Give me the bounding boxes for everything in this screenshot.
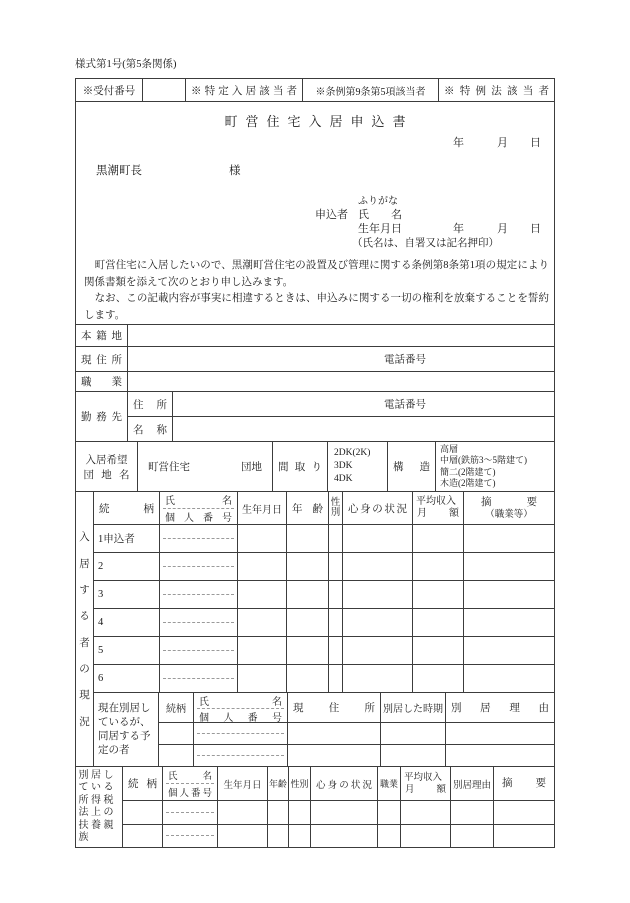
structure-option-semifireproof: 簡二(2階建て): [440, 466, 496, 477]
phone-number-label: 電話番号: [384, 354, 426, 366]
dependents-note-header: [494, 767, 554, 800]
occupant-birth-field: [238, 665, 287, 692]
personal-number-input-area: [163, 679, 234, 692]
current-address-field: [128, 347, 554, 371]
occupant-row-label: 5: [94, 637, 160, 664]
occupant-row-1: [94, 524, 554, 552]
income-header-line1: 平均収入: [416, 496, 456, 507]
receipt-number-field: [143, 79, 186, 101]
occupants-side-label: 入 居 す る 者 の 現 況: [76, 492, 94, 766]
occupants-header-row: [94, 492, 554, 524]
separate-name-field: [194, 723, 288, 744]
occupant-income-field: [413, 637, 464, 664]
dependents-income-header-line2: 月額: [405, 784, 446, 795]
signature-note: （氏名は、自署又は記名押印）: [352, 238, 499, 249]
dependents-grid: [123, 767, 554, 847]
separate-planned-header-row: [159, 693, 554, 722]
separate-address-field: [288, 745, 381, 766]
dependents-sex-field: [289, 801, 311, 824]
occupant-age-field: [287, 553, 329, 580]
separate-row-1: [159, 722, 554, 744]
separate-period-header: 別居した時期: [381, 693, 446, 722]
declaration-paragraph-1: 町営住宅に入居したいので、黒潮町営住宅の設置及び管理に関する条例第8条第1項の規定により関係書類を添えて次のとおり申し込みます。: [84, 260, 549, 288]
dependents-condition-field: [311, 825, 378, 848]
occupant-condition-field: [343, 665, 413, 692]
occupant-birth-field: [238, 609, 287, 636]
separate-period-field: [381, 745, 446, 766]
name-input-area: [163, 609, 234, 623]
separate-planned-label-cell: [94, 693, 159, 766]
applicant-name-line: [76, 206, 554, 220]
workplace-address-row: [128, 392, 554, 416]
registered-domicile-field: [128, 325, 554, 346]
separate-planned-section: [94, 692, 554, 766]
occupant-row-label: 2: [94, 553, 160, 580]
personal-number-input-area: [163, 623, 234, 636]
furigana-label: ふりがな: [358, 196, 398, 207]
occupant-row-label: 1申込者: [94, 525, 160, 552]
name-input-area: [163, 637, 234, 651]
workplace-phone-label: 電話番号: [384, 399, 426, 411]
occupant-row-label: 3: [94, 581, 160, 608]
registered-domicile-label: 本籍地: [76, 325, 128, 346]
occupant-note-field: [464, 553, 554, 580]
name-input-area: [166, 825, 214, 837]
personal-number-input-area: [166, 836, 214, 847]
condition-header: 心身の状況: [343, 492, 413, 524]
occupant-row-6: [94, 664, 554, 692]
dependents-relation-header: 続柄: [123, 767, 163, 800]
dependents-name-header-cell: [163, 767, 218, 800]
occupant-condition-field: [343, 581, 413, 608]
occupant-income-field: [413, 525, 464, 552]
dependents-age-field: [268, 801, 289, 824]
occupant-condition-field: [343, 553, 413, 580]
personal-number-input-area: [197, 756, 284, 766]
dependents-personal-number-header: 個人番号: [168, 789, 212, 799]
layout-option-2dk: 2DK(2K): [334, 448, 371, 458]
dependents-note-field: [494, 801, 554, 824]
income-header-line2: 月額: [417, 508, 459, 519]
occupation-label: 職業: [76, 372, 128, 391]
occupant-name-field: [160, 609, 238, 636]
dependents-reason-field: [451, 801, 494, 824]
dependents-relation-field: [123, 801, 163, 824]
document-title: 町営住宅入居申込書: [224, 114, 414, 129]
desired-estate-label-line2: 団地名: [83, 469, 130, 481]
separate-row-2: [159, 744, 554, 766]
estate-name-field: [138, 442, 273, 491]
dependents-side-label: 別居している所得税法上の扶養親族: [78, 769, 116, 843]
special-law-label: ※特例法該当者: [444, 85, 549, 97]
occupant-name-field: [160, 665, 238, 692]
separate-period-field: [381, 723, 446, 744]
dependents-income-header: [401, 767, 451, 800]
ordinance-clause-label: ※条例第9条第5項該当者: [303, 79, 439, 101]
form-number-note: 様式第1号(第5条関係): [75, 59, 177, 70]
dependents-job-field: [378, 825, 401, 848]
addressee-name: 黒潮町長: [96, 165, 142, 177]
occupants-table: [76, 491, 554, 766]
dependents-note-field: [494, 825, 554, 848]
structure-option-wooden: 木造(2階建て): [440, 478, 496, 488]
addressee-line: [96, 162, 241, 178]
personal-number-input-area: [166, 813, 214, 824]
occupant-sex-field: [329, 553, 343, 580]
dependents-age-field: [268, 825, 289, 848]
layout-option-3dk: 3DK: [334, 461, 353, 471]
name-input-area: [197, 723, 284, 734]
workplace-name-label: 名称: [128, 417, 173, 441]
separate-address-field: [288, 723, 381, 744]
occupant-birth-field: [238, 581, 287, 608]
dependents-reason-header: 別居理由: [451, 767, 494, 800]
name-header: 氏名: [163, 492, 234, 509]
occupant-row-label: 4: [94, 609, 160, 636]
name-input-area: [163, 581, 234, 595]
dependents-header-row: [123, 767, 554, 800]
registered-domicile-row: [76, 324, 554, 346]
office-use-strip: [76, 79, 554, 101]
birth-header: 生年月日: [238, 492, 287, 524]
separate-name-header: 氏名: [197, 693, 284, 709]
dependents-note-header-text: 摘要: [502, 778, 546, 789]
occupant-sex-field: [329, 581, 343, 608]
current-address-label: 現住所: [76, 347, 128, 371]
occupants-table-body: [94, 492, 554, 766]
occupant-sex-field: [329, 637, 343, 664]
special-occupancy-label: ※特定入居該当者: [186, 79, 303, 101]
dependents-name-field: [163, 801, 218, 824]
dependents-income-field: [401, 801, 451, 824]
occupant-note-field: [464, 637, 554, 664]
occupant-age-field: [287, 525, 329, 552]
occupant-condition-field: [343, 609, 413, 636]
occupant-sex-field: [329, 665, 343, 692]
dependents-sex-field: [289, 825, 311, 848]
income-header: [413, 492, 464, 524]
occupant-sex-field: [329, 525, 343, 552]
occupant-name-field: [160, 553, 238, 580]
dependents-birth-header: 生年月日: [218, 767, 268, 800]
declaration-paragraph-2: なお、この記載内容が事実に相違するときは、申込みに関する一切の権利を放棄することを誓約します。: [84, 293, 549, 321]
occupant-name-field: [160, 525, 238, 552]
current-address-row: [76, 346, 554, 371]
dependents-name-field: [163, 825, 218, 848]
personal-number-input-area: [163, 539, 234, 552]
occupant-condition-field: [343, 525, 413, 552]
workplace-address-field: [173, 392, 554, 416]
desired-estate-label-line1: 入居希望: [85, 454, 128, 466]
workplace-inner: [128, 392, 554, 441]
dependents-side-label-cell: [76, 767, 123, 847]
application-date-line: 年 月 日: [453, 137, 541, 149]
name-input-area: [163, 665, 234, 679]
name-input-area: [163, 525, 234, 539]
personal-number-header: 個人番号: [165, 512, 232, 524]
separate-planned-grid: [159, 693, 554, 766]
dependents-condition-field: [311, 801, 378, 824]
occupant-condition-field: [343, 637, 413, 664]
note-header-line2: （職業等）: [485, 509, 533, 520]
personal-number-input-area: [163, 651, 234, 664]
occupant-age-field: [287, 637, 329, 664]
desired-estate-row: [76, 441, 554, 491]
dependents-table: [76, 766, 554, 847]
dependents-income-field: [401, 825, 451, 848]
occupant-age-field: [287, 665, 329, 692]
declaration-text: [84, 258, 549, 324]
workplace-address-label: 住所: [128, 392, 173, 416]
name-input-area: [163, 553, 234, 567]
occupant-income-field: [413, 581, 464, 608]
separate-address-header: 現住所: [288, 693, 381, 722]
applicant-label: 申込者: [315, 209, 348, 221]
layout-option-4dk: 4DK: [334, 474, 353, 484]
receipt-number-label: ※受付番号: [76, 79, 143, 101]
dependents-birth-field: [218, 801, 268, 824]
occupant-sex-field: [329, 609, 343, 636]
structure-option-highrise: 高層: [440, 443, 459, 454]
occupant-income-field: [413, 609, 464, 636]
occupant-row-5: [94, 636, 554, 664]
occupant-note-field: [464, 665, 554, 692]
personal-number-input-area: [163, 567, 234, 580]
occupant-row-3: [94, 580, 554, 608]
dependents-birth-field: [218, 825, 268, 848]
separate-relation-field: [159, 723, 194, 744]
occupation-field: [128, 372, 554, 391]
dependents-reason-field: [451, 825, 494, 848]
honorific: 様: [229, 165, 241, 177]
age-header: 年齢: [287, 492, 329, 524]
dependents-condition-header: 心身の状況: [311, 767, 378, 800]
personal-number-input-area: [197, 734, 284, 744]
name-personalno-header: [160, 492, 238, 524]
separate-reason-field: [446, 723, 554, 744]
occupant-note-field: [464, 525, 554, 552]
structure-label: 構造: [388, 442, 436, 491]
personal-number-input-area: [163, 595, 234, 608]
occupant-row-4: [94, 608, 554, 636]
dependents-row-2: [123, 824, 554, 848]
workplace-name-field: [173, 417, 554, 441]
dependents-age-header: 年齢: [268, 767, 289, 800]
structure-option-midrise: 中層(鉄筋3〜5階建て): [440, 455, 527, 465]
separate-name-header-cell: [194, 693, 288, 722]
separate-personal-number-header: 個人番号: [199, 713, 282, 724]
note-header: [464, 492, 554, 524]
workplace-row: [76, 391, 554, 441]
occupant-name-field: [160, 581, 238, 608]
occupation-row: [76, 371, 554, 391]
workplace-label: 勤務先: [76, 392, 128, 441]
applicant-name-label: 氏 名: [358, 209, 402, 221]
dependents-job-header: 職業: [378, 767, 401, 800]
occupant-age-field: [287, 609, 329, 636]
name-input-area: [197, 745, 284, 756]
dependents-income-header-line1: 平均収入: [404, 772, 443, 783]
layout-options: [328, 442, 388, 491]
occupant-age-field: [287, 581, 329, 608]
separate-relation-field: [159, 745, 194, 766]
occupant-birth-field: [238, 525, 287, 552]
structure-options: [436, 442, 554, 491]
dependents-name-header: 氏名: [166, 767, 214, 784]
occupant-income-field: [413, 553, 464, 580]
application-form-table: [75, 78, 555, 848]
layout-label: 間取り: [273, 442, 328, 491]
dependents-sex-header: 性別: [289, 767, 311, 800]
occupant-row-label: 6: [94, 665, 160, 692]
occupant-note-field: [464, 609, 554, 636]
relation-header: 続柄: [94, 492, 160, 524]
separate-relation-header: 続柄: [159, 693, 194, 722]
occupant-note-field: [464, 581, 554, 608]
separate-name-field: [194, 745, 288, 766]
sex-header: 性 別: [329, 492, 343, 524]
dependents-job-field: [378, 801, 401, 824]
name-input-area: [166, 801, 214, 813]
workplace-name-row: [128, 416, 554, 441]
occupant-row-2: [94, 552, 554, 580]
separate-reason-header: 別居理由: [451, 703, 549, 714]
note-header-line1: 摘要: [481, 496, 537, 508]
dependents-row-1: [123, 800, 554, 824]
title-block: [76, 101, 554, 324]
desired-estate-label: [76, 442, 138, 491]
birth-date-fields: 年 月 日: [453, 223, 541, 235]
dependents-relation-field: [123, 825, 163, 848]
occupant-name-field: [160, 637, 238, 664]
applicant-birth-line: [76, 220, 554, 234]
occupant-income-field: [413, 665, 464, 692]
estate-suffix: 団地: [241, 462, 262, 473]
estate-prefix: 町営住宅: [148, 462, 190, 473]
separate-reason-field: [446, 745, 554, 766]
occupant-birth-field: [238, 637, 287, 664]
occupant-birth-field: [238, 553, 287, 580]
separate-planned-label: 現在別居しているが、同居する予定の者: [98, 702, 151, 756]
birth-date-label: 生年月日: [358, 223, 402, 235]
